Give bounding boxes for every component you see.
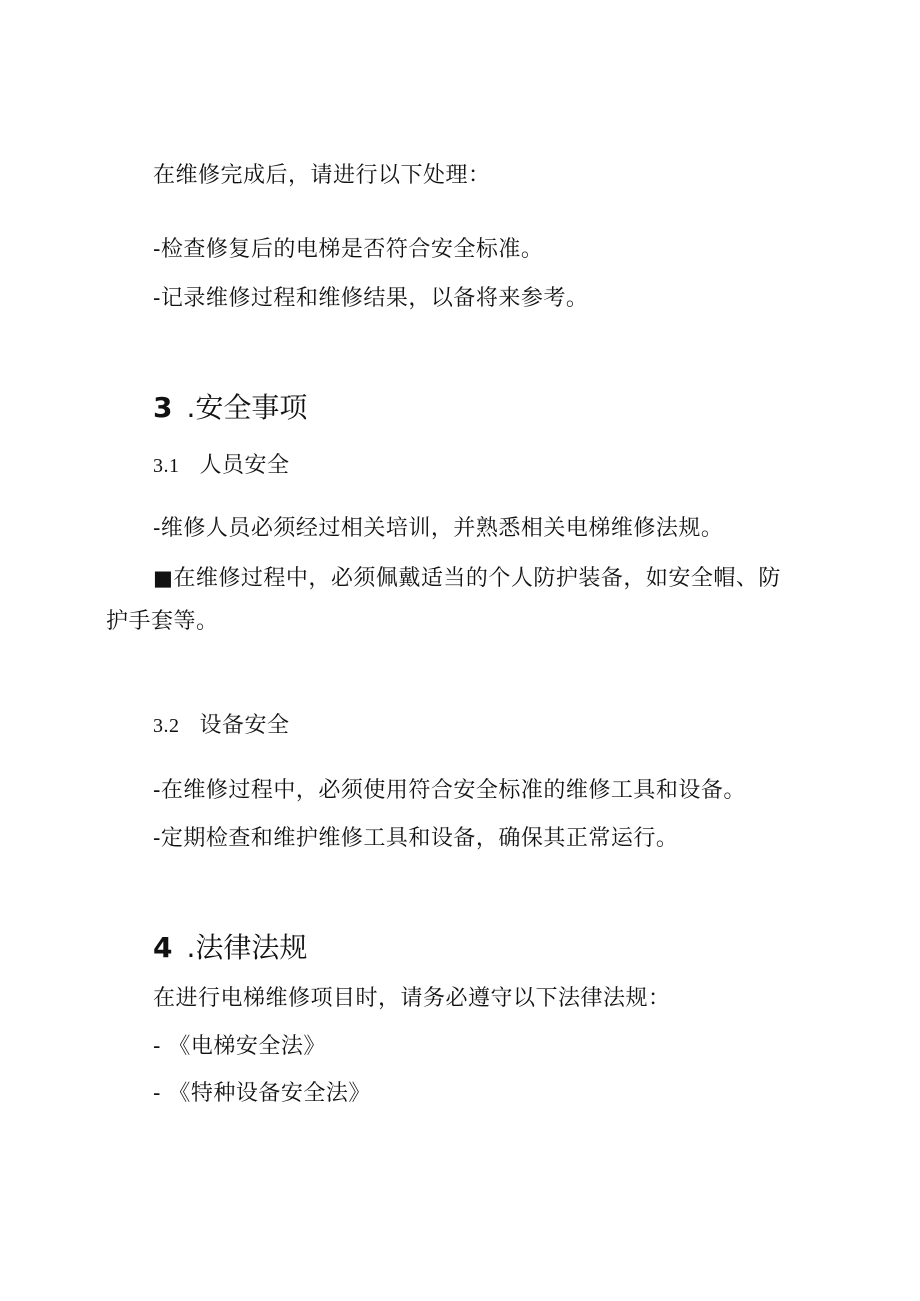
section-intro: 在进行电梯维修项目时，请务必遵守以下法律法规： [153, 986, 671, 1011]
section-number: 3 [153, 391, 173, 424]
black-square-marker: ■ [153, 566, 174, 590]
subsection-title: 设备安全 [199, 713, 290, 738]
subsection-title: 人员安全 [199, 453, 290, 478]
law-item: - 《特种设备安全法》 [153, 1081, 371, 1106]
subsection-heading [153, 713, 290, 739]
list-item: -维修人员必须经过相关培训，并熟悉相关电梯维修法规。 [153, 516, 724, 541]
section-title: .安全事项 [186, 391, 308, 424]
list-item [153, 565, 781, 592]
subsection-number: 3.2 [153, 715, 180, 737]
list-item: -检查修复后的电梯是否符合安全标准。 [153, 237, 544, 262]
list-item-text: 在维修过程中，必须佩戴适当的个人防护装备，如安全帽、防 [173, 566, 781, 591]
list-item-continuation: 护手套等。 [106, 609, 219, 634]
section-number: 4 [153, 931, 173, 964]
section-heading [153, 932, 307, 964]
section-heading [153, 392, 307, 424]
section-title: .法律法规 [186, 931, 308, 964]
subsection-heading [153, 453, 290, 479]
list-item: -记录维修过程和维修结果，以备将来参考。 [153, 286, 589, 311]
subsection-number: 3.1 [153, 455, 180, 477]
law-item: - 《电梯安全法》 [153, 1034, 326, 1059]
intro-paragraph: 在维修完成后，请进行以下处理： [153, 163, 491, 188]
list-item: -在维修过程中，必须使用符合安全标准的维修工具和设备。 [153, 778, 746, 803]
list-item: -定期检查和维护维修工具和设备，确保其正常运行。 [153, 826, 679, 851]
